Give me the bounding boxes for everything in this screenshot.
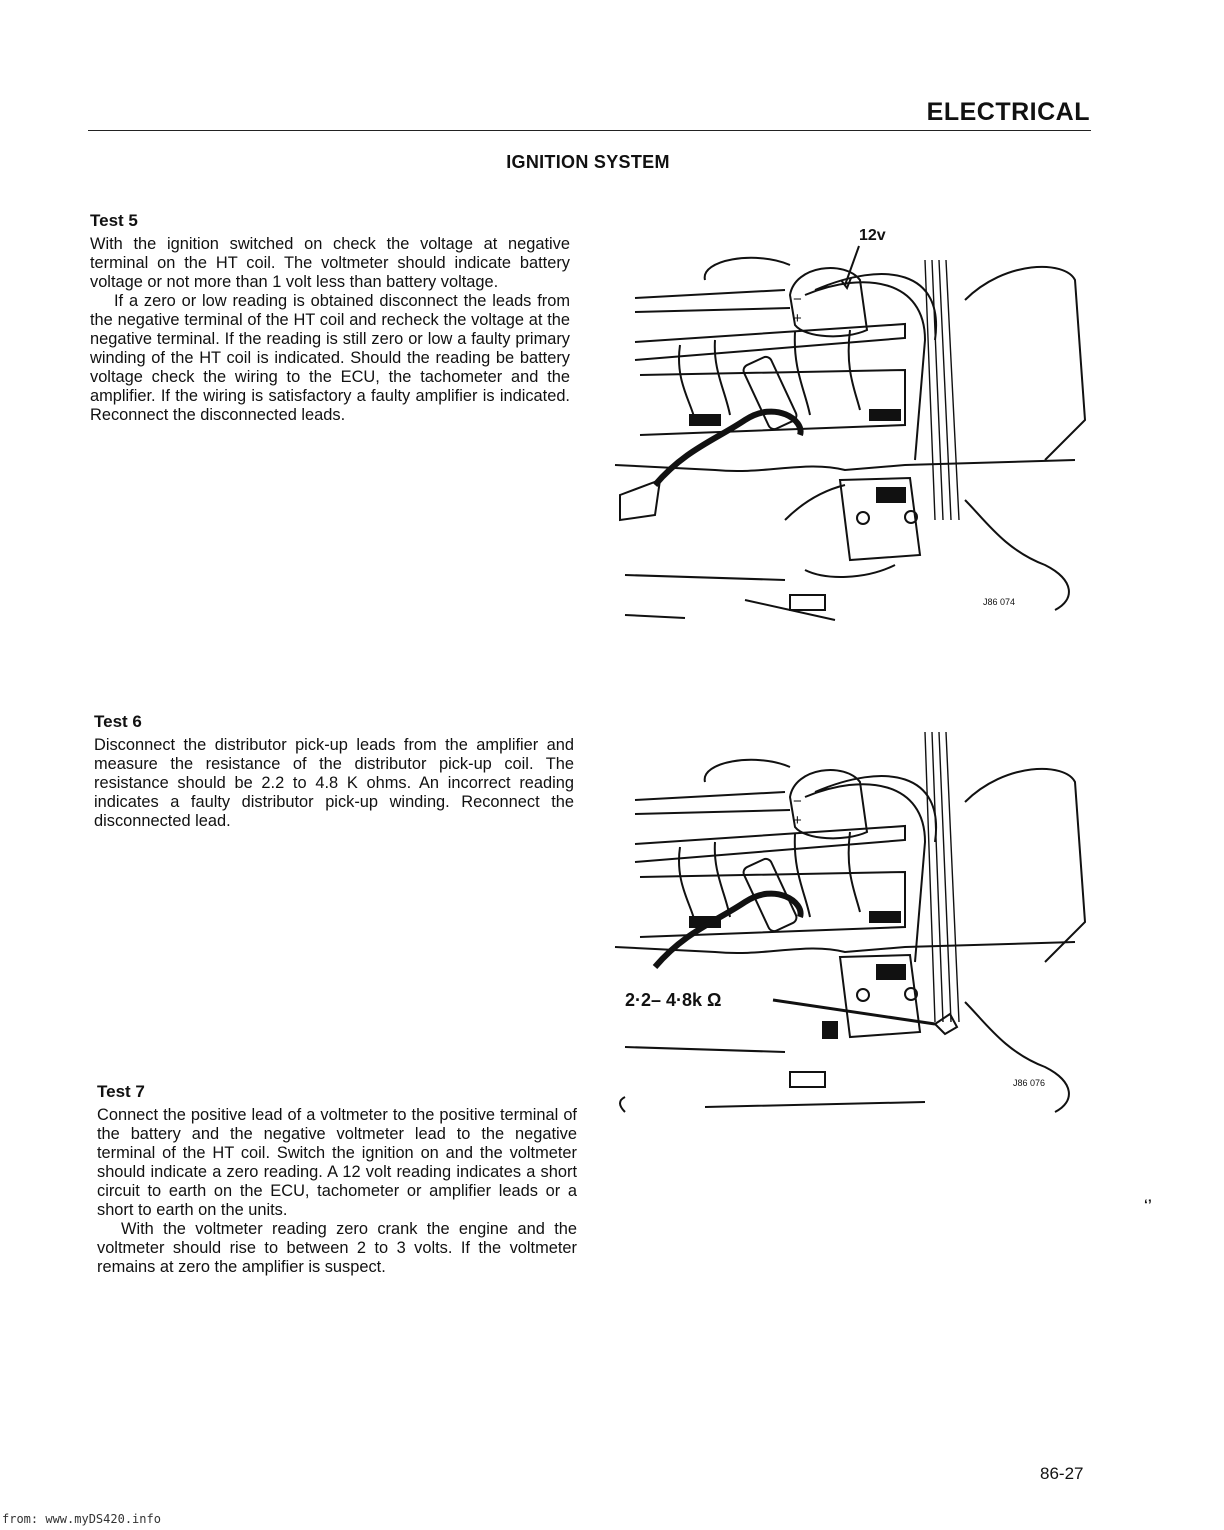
injector-clip-2 bbox=[870, 410, 900, 420]
engine-diagram-test-6 bbox=[605, 722, 1095, 1117]
pickup-connector bbox=[823, 1022, 837, 1038]
engine-block-edge bbox=[615, 460, 1075, 471]
page-heading: IGNITION SYSTEM bbox=[506, 152, 670, 172]
test-6-title: Test 6 bbox=[94, 712, 142, 731]
cylinder-head bbox=[640, 872, 905, 937]
section-title: ELECTRICAL bbox=[926, 98, 1090, 126]
test-5-paragraph-1: With the ignition switched on check the voltage at negative terminal on the HT coil. The voltmeter should indicate battery voltage or not more than 1 volt less than battery voltage. bbox=[90, 235, 570, 291]
test-5-body bbox=[90, 235, 570, 425]
footer-source-url: from: www.myDS420.info bbox=[2, 1512, 161, 1526]
distributor-body bbox=[965, 500, 1069, 610]
test-7-title: Test 7 bbox=[97, 1082, 145, 1101]
test-5-paragraph-2: If a zero or low reading is obtained disconnect the leads from the negative terminal of the HT coil and recheck the voltage at the negative terminal. If the reading is still zero or low a faulty primary winding of the HT coil is indicated. Should the reading be battery voltage check the wiring to the ECU, the tachometer and the amplifier. If the wiring is satisfactory a faulty amplifier is indicated. Reconnect the disconnected leads. bbox=[90, 292, 570, 424]
coil-minus-terminal: − bbox=[793, 291, 802, 308]
amplifier-screw-1 bbox=[857, 989, 869, 1001]
fuel-rail bbox=[635, 324, 905, 360]
lower-hose bbox=[655, 412, 801, 485]
test-7-section bbox=[97, 1082, 577, 1277]
mounting-bracket bbox=[620, 480, 660, 520]
amplifier-connector bbox=[877, 965, 905, 979]
page-number: 86-27 bbox=[1040, 1464, 1084, 1483]
header-rule bbox=[88, 130, 1091, 131]
voltage-callout-12v: 12v bbox=[859, 227, 886, 244]
coil-leads bbox=[805, 776, 936, 962]
test-6-body bbox=[94, 736, 574, 831]
air-intake bbox=[705, 760, 790, 782]
test-5-section bbox=[90, 211, 570, 425]
scan-mark: ‘’ bbox=[1144, 1196, 1152, 1212]
lower-structure bbox=[625, 575, 835, 620]
test-6-paragraph-1: Disconnect the distributor pick-up leads from the amplifier and measure the resistance of the distributor pick-up coil. The resistance should be 2.2 to 4.8 K ohms. An incorrect reading indicates a faulty distributor pick-up winding. Reconnect the disconnected lead. bbox=[94, 736, 574, 830]
amplifier-screw-1 bbox=[857, 512, 869, 524]
cylinder-head bbox=[640, 370, 905, 435]
coil-leads bbox=[805, 274, 936, 460]
test-7-body bbox=[97, 1106, 577, 1277]
distributor-body bbox=[965, 1002, 1069, 1112]
test-5-title: Test 5 bbox=[90, 211, 138, 230]
coil-plus-terminal: + bbox=[793, 812, 802, 829]
figure-reference-1: J86 074 bbox=[983, 597, 1016, 607]
test-6-section bbox=[94, 712, 574, 831]
fuel-rail bbox=[635, 826, 905, 862]
ohmmeter-lead bbox=[773, 1000, 935, 1024]
distributor-housing bbox=[965, 769, 1085, 962]
engine-block-edge bbox=[615, 942, 1075, 953]
upper-rail bbox=[635, 792, 790, 814]
upper-rail bbox=[635, 290, 790, 312]
air-intake bbox=[705, 258, 790, 280]
figure-reference-2: J86 076 bbox=[1013, 1078, 1046, 1088]
injector-clip-1 bbox=[690, 415, 720, 425]
pickup-plug bbox=[935, 1014, 957, 1034]
test-7-paragraph-1: Connect the positive lead of a voltmeter to the positive terminal of the battery and the negative voltmeter lead to the negative terminal of the HT coil. Switch the ignition on and the voltmeter should indicate a zero reading. A 12 volt reading indicates a short circuit to earth on the ECU, tachometer or amplifier leads or a short to earth on the units. bbox=[97, 1106, 577, 1219]
engine-diagram-test-5 bbox=[605, 220, 1095, 625]
ht-lead-bundle bbox=[925, 732, 959, 1022]
injector-clip-2 bbox=[870, 912, 900, 922]
test-7-paragraph-2: With the voltmeter reading zero crank the engine and the voltmeter should rise to between 2 to 3 volts. If the voltmeter remains at zero the amplifier is suspect. bbox=[97, 1220, 577, 1276]
lower-structure bbox=[620, 1047, 925, 1112]
coil-plus-terminal: + bbox=[793, 310, 802, 327]
distributor-housing bbox=[965, 267, 1085, 460]
coil-minus-terminal: − bbox=[793, 793, 802, 810]
amplifier-connector bbox=[877, 488, 905, 502]
resistance-callout: 2·2– 4·8k Ω bbox=[625, 990, 722, 1010]
